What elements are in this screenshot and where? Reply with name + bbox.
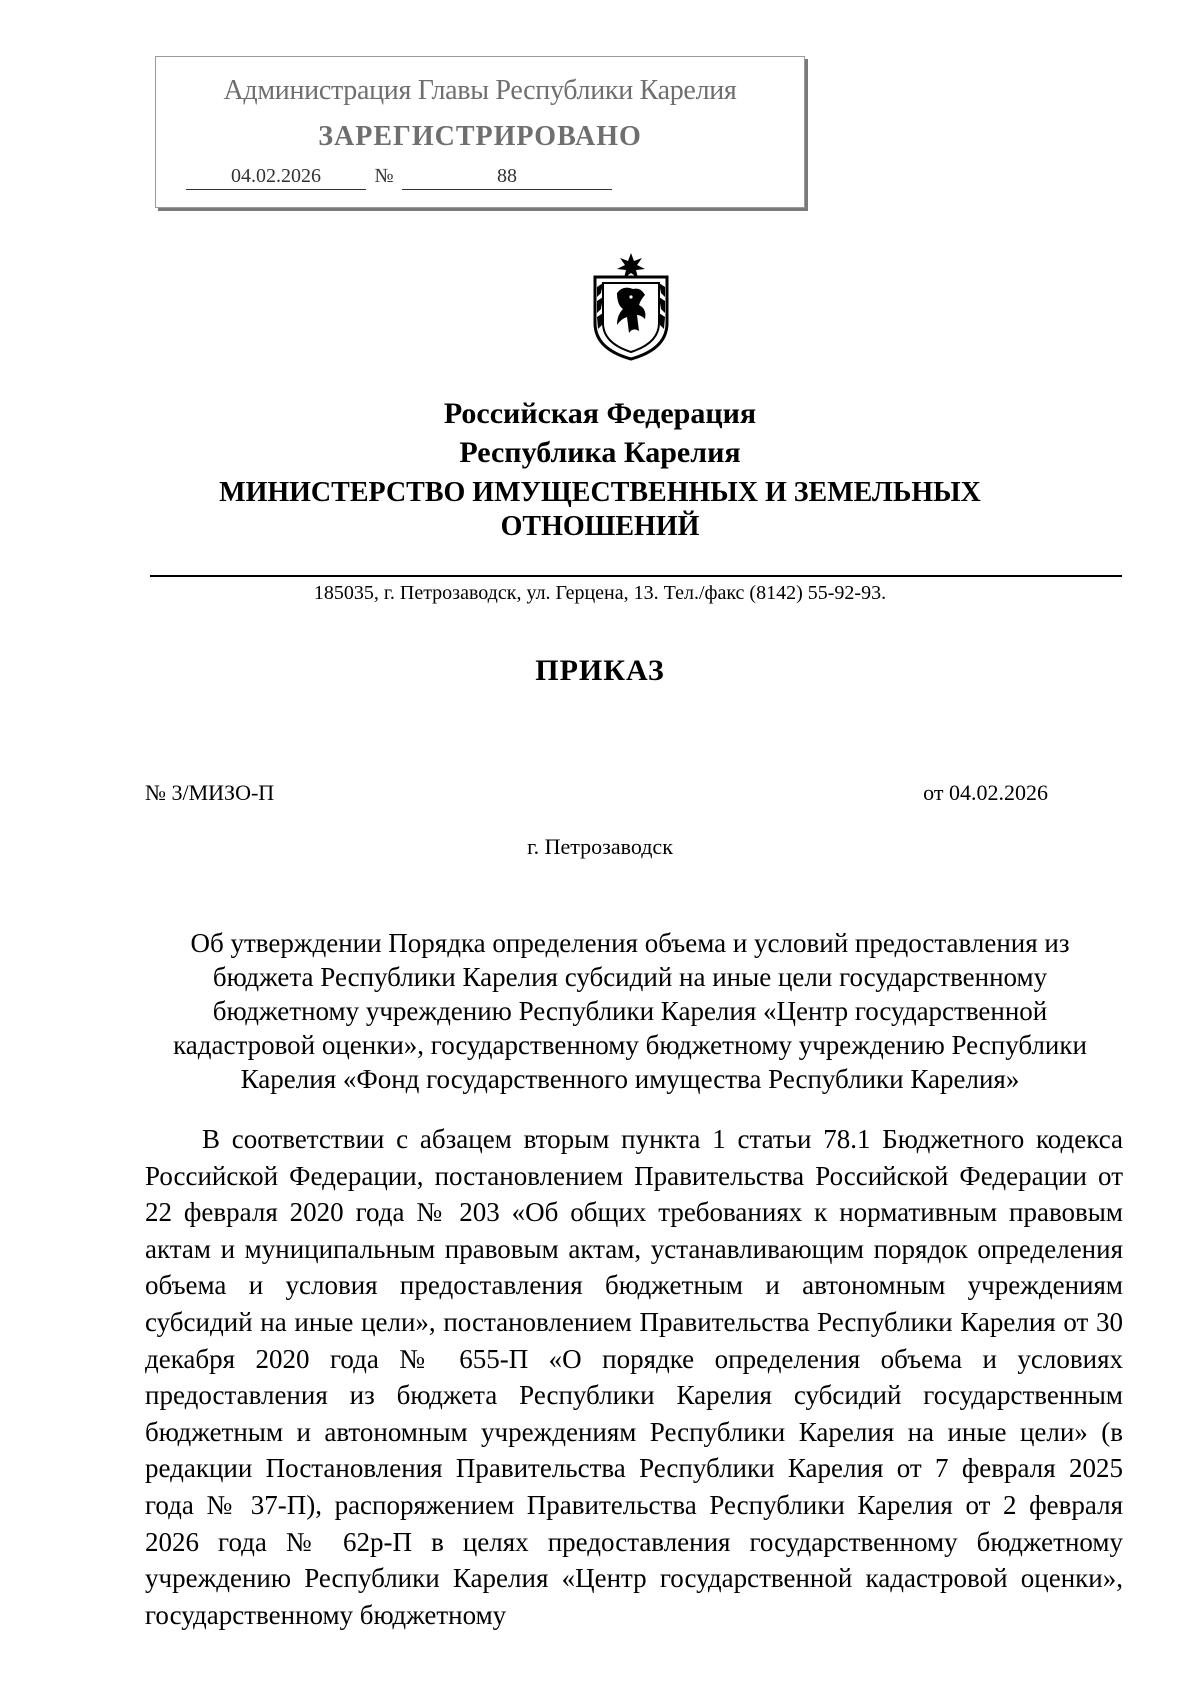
subject-line: бюджетному учреждению Республики Карелия «Центр государственной xyxy=(212,996,1048,1026)
ministry-name-line2: ОТНОШЕНИЙ xyxy=(500,511,700,542)
ministry-address: 185035, г. Петрозаводск, ул. Герцена, 13. Тел./факс (8142) 55-92-93. xyxy=(313,582,887,604)
stamp-registration-line xyxy=(186,165,612,190)
stamp-organization: Администрация Главы Республики Карелия xyxy=(223,75,737,106)
order-number: № 3/МИЗО-П xyxy=(145,780,275,805)
registration-stamp xyxy=(155,56,805,208)
header-divider xyxy=(150,575,1122,577)
ministry-name-line1: МИНИСТЕРСТВО ИМУЩЕСТВЕННЫХ И ЗЕМЕЛЬНЫХ xyxy=(219,477,981,508)
karelia-coat-of-arms-icon xyxy=(587,253,675,361)
document-type: ПРИКАЗ xyxy=(535,654,665,687)
stamp-status: ЗАРЕГИСТРИРОВАНО xyxy=(318,121,642,152)
order-city: г. Петрозаводск xyxy=(527,834,673,859)
order-subject xyxy=(140,926,1120,1096)
stamp-number: 88 xyxy=(402,165,612,190)
stamp-date: 04.02.2026 xyxy=(186,165,366,190)
region-name: Республика Карелия xyxy=(459,436,741,469)
subject-line: бюджета Республики Карелия субсидий на иные цели государственному xyxy=(212,962,1048,992)
stamp-number-sign: № xyxy=(374,165,394,187)
order-date: от 04.02.2026 xyxy=(923,780,1048,805)
subject-line: кадастровой оценки», государственному бюджетному учреждению Республики xyxy=(173,1030,1087,1060)
order-body-paragraph: В соответствии с абзацем вторым пункта 1 статьи 78.1 Бюджетного кодекса Российской Федерации, постановлением Правительства Российской Федерации от 22 февраля 2020 года № 203 «Об общих требованиях к нормативным правовым актам и муниципальным правовым актам, устанавливающим порядок определения объема и условия предоставления бюджетным и автономным учреждениям субсидий на иные цели», постановлением Правительства Республики Карелия от 30 декабря 2020 года № 655-П «О порядке определения объема и условиях предоставления из бюджета Республики Карелия субсидий государственным бюджетным и автономным учреждениям Республики Карелия на иные цели» (в редакции Постановления Правительства Республики Карелия от 7 февраля 2025 года № 37-П), распоряжением Правительства Республики Карелия от 2 февраля 2026 года № 62р-П в целях предоставления государственному бюджетному учреждению Республики Карелия «Центр государственной кадастровой оценки», государственному бюджетному xyxy=(145,1124,1123,1630)
subject-line: Об утверждении Порядка определения объема и условий предоставления из xyxy=(190,928,1070,958)
subject-line: Карелия «Фонд государственного имущества Республики Карелия» xyxy=(240,1064,1020,1094)
country-name: Российская Федерация xyxy=(443,397,757,430)
